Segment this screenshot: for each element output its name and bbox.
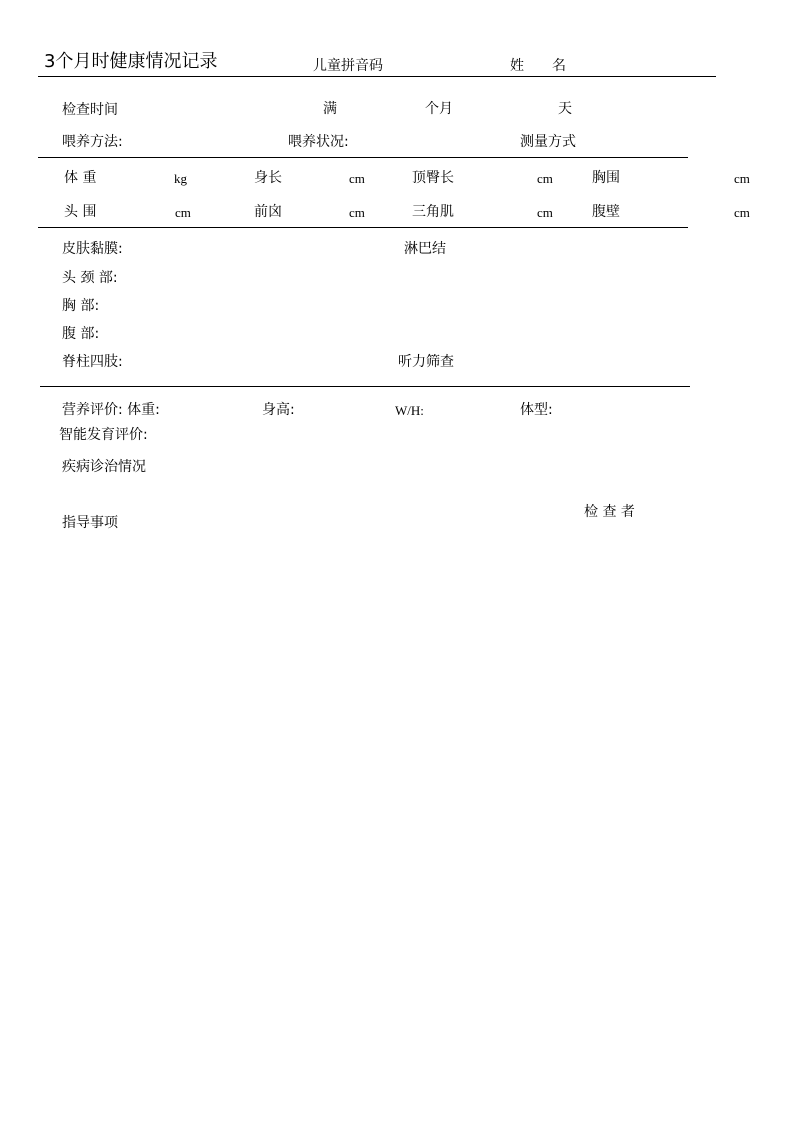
fontanelle-unit: cm (349, 205, 365, 220)
guidance-label: 指导事项 (62, 515, 118, 531)
age-man-label: 满 (323, 101, 337, 117)
exam-time-label: 检查时间 (62, 102, 118, 118)
height-label: 身长 (254, 170, 282, 186)
physical-divider (40, 386, 690, 387)
weight-height-label: W/H: (395, 403, 424, 418)
exam-divider (38, 157, 688, 158)
crown-rump-label: 顶臀长 (412, 170, 454, 186)
weight-unit: kg (174, 171, 187, 186)
head-neck-label: 头 颈 部: (62, 270, 118, 286)
body-type-label: 体型: (520, 402, 553, 418)
height-unit: cm (349, 171, 365, 186)
abdomen-exam-label: 腹 部: (62, 326, 100, 342)
measure-method-label: 测量方式 (520, 134, 576, 150)
feeding-status-label: 喂养状况: (288, 134, 349, 150)
lymph-node-label: 淋巴结 (404, 241, 446, 257)
chest-circumference-label: 胸围 (592, 170, 620, 186)
hearing-screening-label: 听力筛查 (398, 354, 454, 370)
age-day-label: 天 (558, 101, 572, 117)
pinyin-code-label: 儿童拼音码 (313, 58, 383, 74)
chest-exam-label: 胸 部: (62, 298, 100, 314)
feeding-method-label: 喂养方法: (62, 134, 123, 150)
head-circumference-label: 头 围 (64, 204, 97, 220)
head-circumference-unit: cm (175, 205, 191, 220)
measurement-divider (38, 227, 688, 228)
chest-circumference-unit: cm (734, 171, 750, 186)
intelligence-evaluation-label: 智能发育评价: (59, 427, 148, 443)
triceps-unit: cm (537, 205, 553, 220)
crown-rump-unit: cm (537, 171, 553, 186)
fontanelle-label: 前囟 (254, 204, 282, 220)
weight-label: 体 重 (64, 170, 97, 186)
abdomen-wall-label: 腹壁 (592, 204, 620, 220)
triceps-label: 三角肌 (412, 204, 454, 220)
spine-limbs-label: 脊柱四肢: (62, 354, 123, 370)
abdomen-wall-unit: cm (734, 205, 750, 220)
header-divider (38, 76, 716, 77)
name-label: 姓 名 (510, 58, 566, 74)
skin-mucosa-label: 皮肤黏膜: (62, 241, 123, 257)
nutrition-evaluation-label: 营养评价: 体重: (62, 402, 160, 418)
age-month-label: 个月 (425, 101, 453, 117)
page-title: 3个月时健康情况记录 (44, 51, 218, 72)
examiner-label: 检 查 者 (584, 504, 635, 520)
disease-treatment-label: 疾病诊治情况 (62, 459, 146, 475)
evaluation-height-label: 身高: (262, 402, 295, 418)
